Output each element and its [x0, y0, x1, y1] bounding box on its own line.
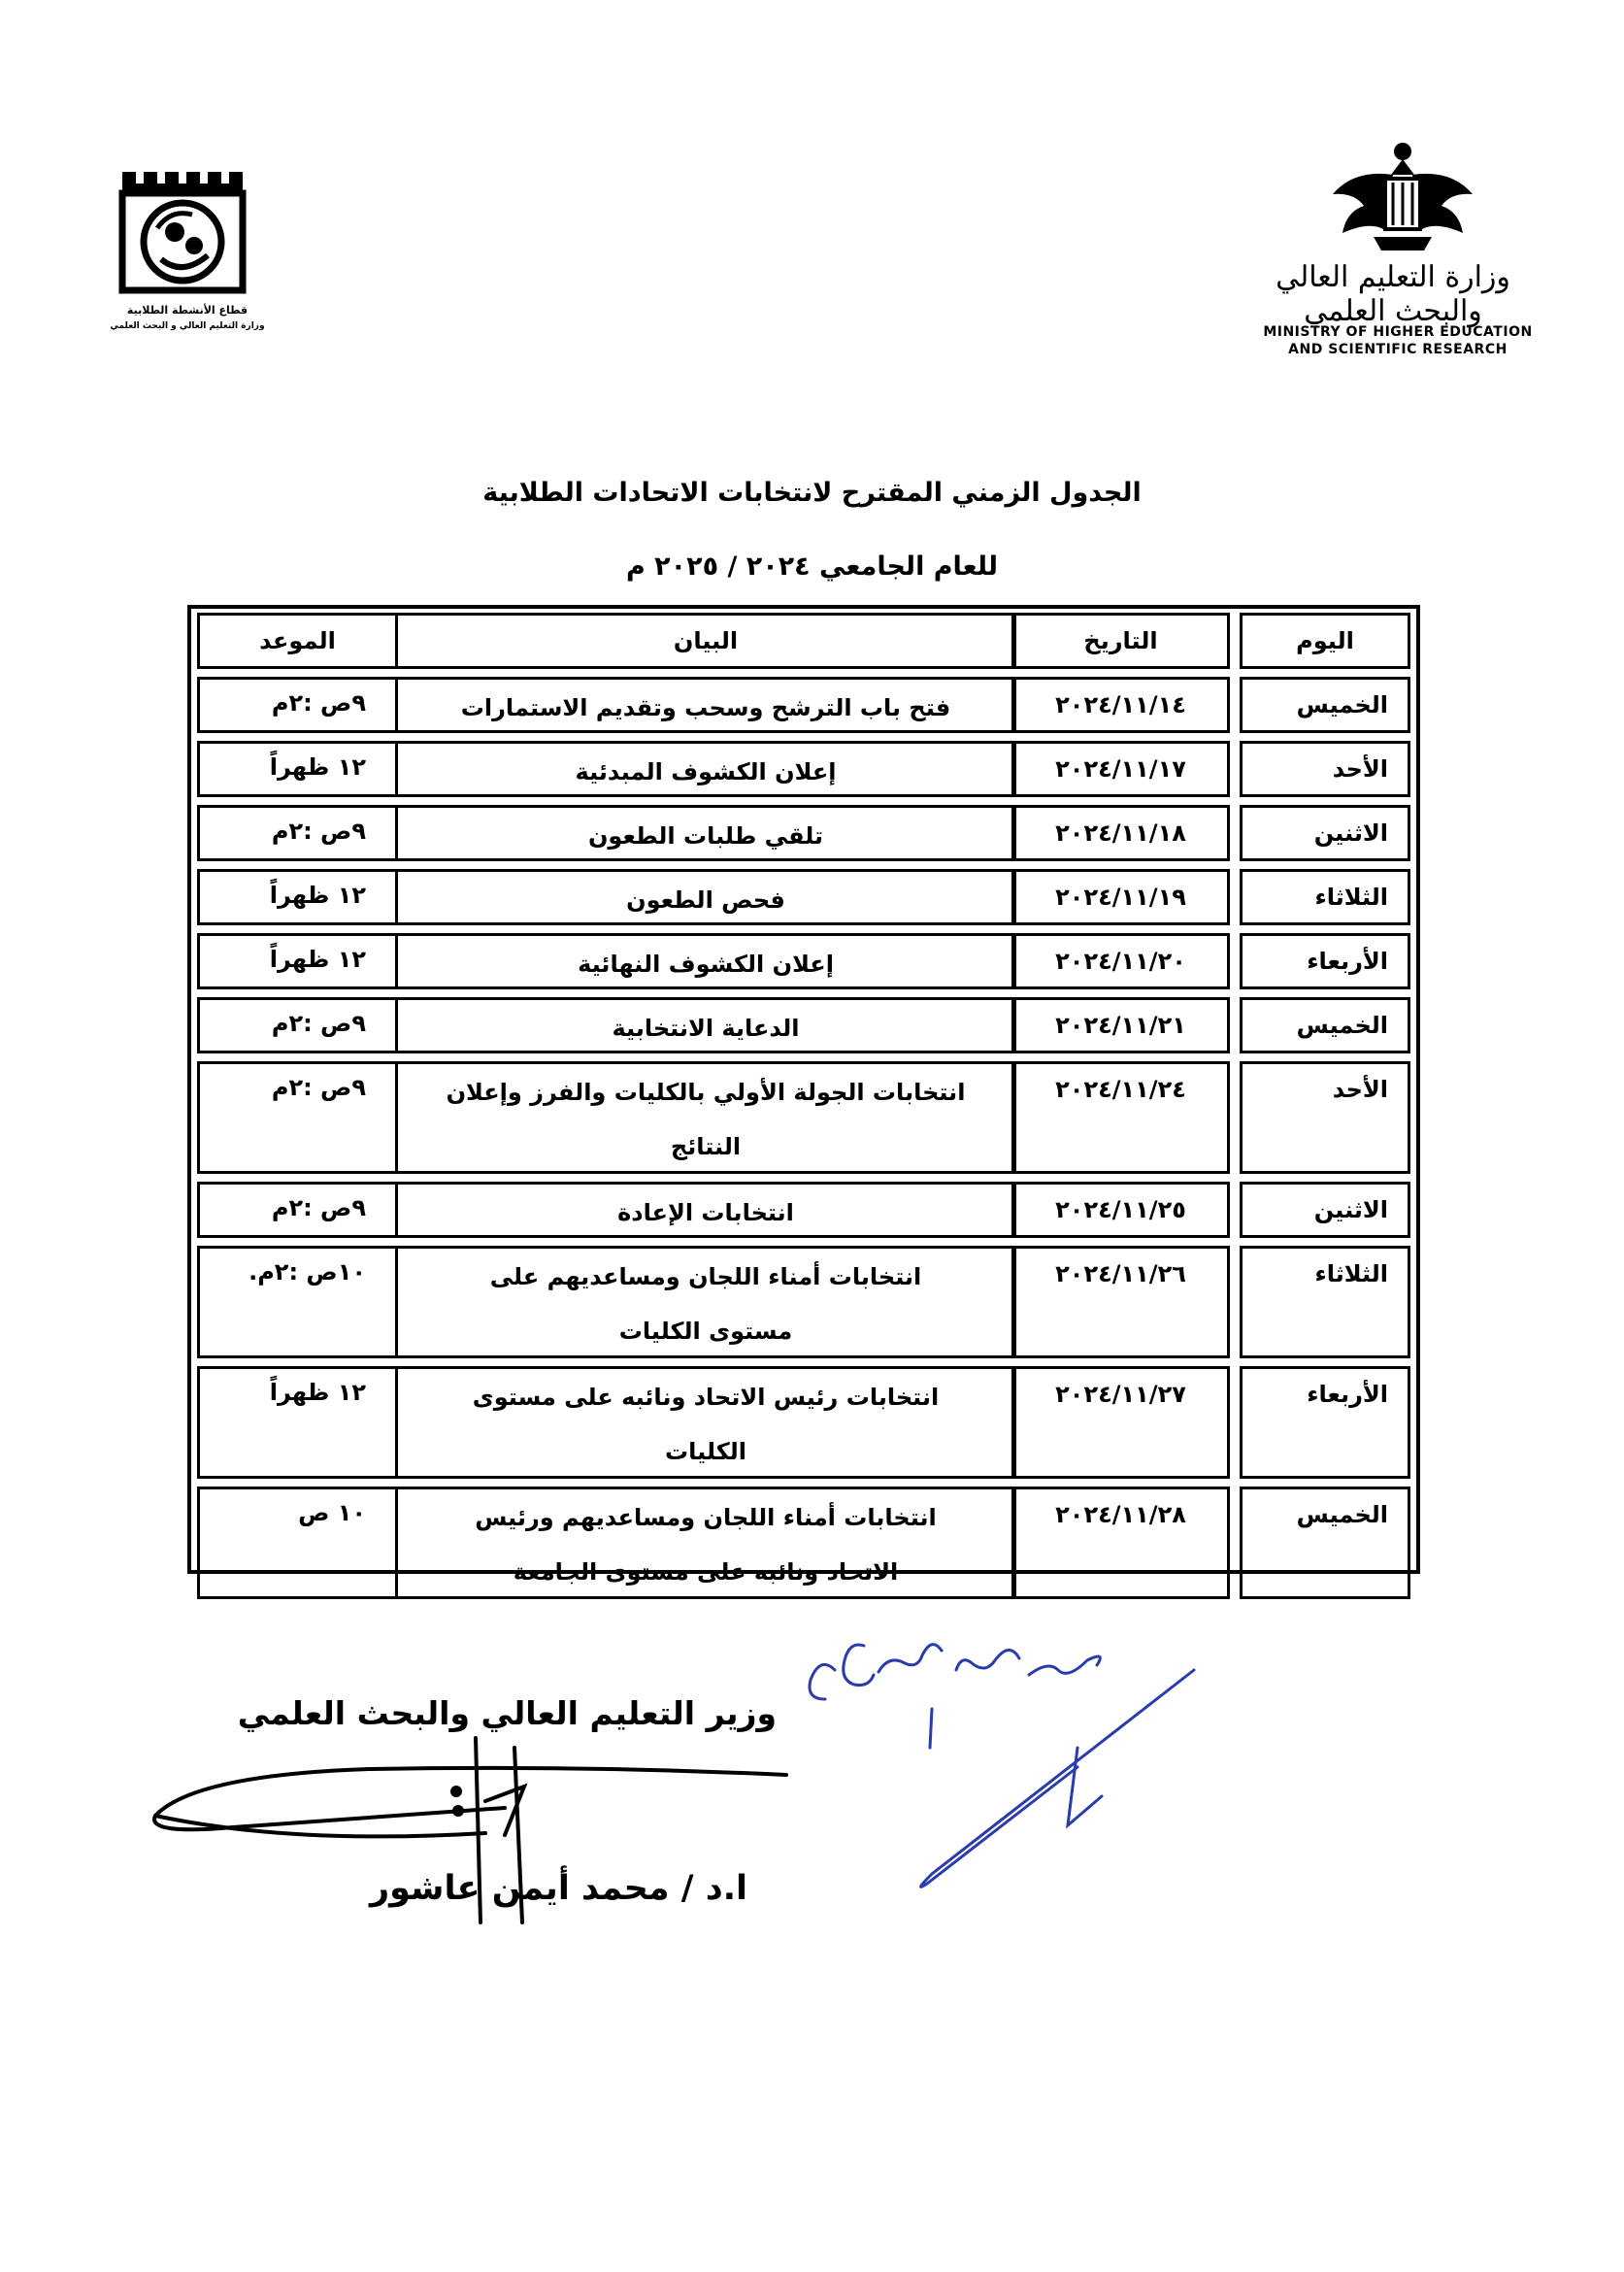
row-date: ٢٠٢٤/١١/٢٥ [1055, 1196, 1186, 1223]
signature-strokes [0, 1602, 1624, 1971]
header-description: البيان [673, 627, 739, 654]
row-day: الاثنين [1313, 819, 1388, 847]
description-cell [395, 933, 1016, 989]
table-row [191, 1061, 1416, 1174]
row-time: ٩ص :٢م [271, 1194, 366, 1221]
ministry-arabic-name: وزارة التعليم العالي والبحث العلمي [1276, 260, 1510, 328]
row-date: ٢٠٢٤/١١/٢٧ [1055, 1381, 1186, 1408]
date-cell [1011, 997, 1230, 1053]
date-cell [1011, 741, 1230, 797]
page-title: الجدول الزمني المقترح لانتخابات الاتحادات الطلابية [482, 478, 1142, 508]
table-row [191, 869, 1416, 925]
date-cell [1011, 677, 1230, 733]
row-day: الأحد [1332, 1076, 1388, 1103]
table-row [191, 1246, 1416, 1358]
description-cell [395, 1487, 1016, 1599]
time-cell [197, 1182, 398, 1238]
time-cell [197, 1061, 398, 1174]
row-day: الخميس [1296, 1012, 1388, 1039]
date-cell [1011, 1246, 1230, 1358]
row-description-line1: تلقي طلبات الطعون [587, 822, 824, 850]
date-cell [1011, 1487, 1230, 1599]
row-date: ٢٠٢٤/١١/١٩ [1055, 884, 1186, 911]
header-day-cell [1240, 613, 1410, 669]
table-row [191, 677, 1416, 733]
date-cell [1011, 933, 1230, 989]
day-cell [1240, 741, 1410, 797]
description-cell [395, 1182, 1016, 1238]
row-description-line1: إعلان الكشوف النهائية [578, 951, 834, 978]
eagle-emblem-icon [1257, 136, 1529, 257]
row-time: ٩ص :٢م [271, 1074, 366, 1101]
row-date: ٢٠٢٤/١١/١٨ [1055, 819, 1186, 847]
table-header-row [191, 613, 1416, 669]
row-date: ٢٠٢٤/١١/٢٦ [1055, 1260, 1186, 1287]
academic-year-subtitle: للعام الجامعي ٢٠٢٤ / ٢٠٢٥ م [625, 551, 999, 582]
time-cell [197, 1246, 398, 1358]
day-cell [1240, 869, 1410, 925]
row-time: ١٢ ظهراً [269, 946, 366, 973]
row-time: ١٢ ظهراً [269, 753, 366, 781]
row-day: الخميس [1296, 691, 1388, 718]
row-date: ٢٠٢٤/١١/١٧ [1055, 755, 1186, 783]
table-row [191, 1182, 1416, 1238]
row-description-line1: انتخابات أمناء اللجان ومساعديهم على [489, 1263, 922, 1290]
row-day: الأربعاء [1307, 948, 1388, 975]
row-description-line2: مستوى الكليات [618, 1318, 793, 1345]
day-cell [1240, 1182, 1410, 1238]
row-time: ٩ص :٢م [271, 1010, 366, 1037]
description-cell [395, 997, 1016, 1053]
day-cell [1240, 677, 1410, 733]
row-description-line1: فحص الطعون [626, 886, 785, 914]
day-cell [1240, 1246, 1410, 1358]
time-cell [197, 997, 398, 1053]
ministry-logo [1257, 136, 1533, 364]
table-row [191, 933, 1416, 989]
description-cell [395, 741, 1016, 797]
minister-title: وزير التعليم العالي والبحث العلمي [237, 1694, 777, 1732]
row-time: ١٢ ظهراً [269, 1379, 366, 1406]
castle-emblem-icon [115, 170, 260, 301]
row-date: ٢٠٢٤/١١/٢٤ [1055, 1076, 1186, 1103]
row-date: ٢٠٢٤/١١/٢١ [1055, 1012, 1186, 1039]
row-time: ٩ص :٢م [271, 689, 366, 717]
description-cell [395, 1246, 1016, 1358]
ministry-english-line2: AND SCIENTIFIC RESEARCH [1288, 342, 1508, 357]
row-day: الثلاثاء [1314, 884, 1388, 911]
day-cell [1240, 1061, 1410, 1174]
row-time: ١٠ ص [298, 1499, 366, 1526]
row-description-line2: الكليات [665, 1438, 746, 1465]
row-description-line2: الاتحاد ونائبه على مستوى الجامعة [513, 1558, 899, 1586]
time-cell [197, 805, 398, 861]
table-row [191, 1487, 1416, 1599]
day-cell [1240, 933, 1410, 989]
ministry-english-line1: MINISTRY OF HIGHER EDUCATION [1263, 324, 1533, 340]
row-day: الأربعاء [1307, 1381, 1388, 1408]
row-day: الاثنين [1313, 1196, 1388, 1223]
table-row [191, 1366, 1416, 1479]
time-cell [197, 741, 398, 797]
row-description-line1: انتخابات رئيس الاتحاد ونائبه على مستوى [472, 1384, 940, 1411]
minister-name: ا.د / محمد أيمن عاشور [369, 1869, 747, 1908]
table-row [191, 805, 1416, 861]
table-row [191, 997, 1416, 1053]
row-description-line1: فتح باب الترشح وسحب وتقديم الاستمارات [460, 694, 951, 721]
description-cell [395, 869, 1016, 925]
header-time-cell [197, 613, 398, 669]
description-cell [395, 677, 1016, 733]
day-cell [1240, 1366, 1410, 1479]
date-cell [1011, 1366, 1230, 1479]
row-description-line1: الدعاية الانتخابية [612, 1015, 800, 1042]
row-day: الثلاثاء [1314, 1260, 1388, 1287]
row-description-line1: انتخابات الجولة الأولي بالكليات والفرز وإعلان [446, 1079, 966, 1106]
row-description-line1: انتخابات الإعادة [617, 1199, 794, 1226]
row-description-line2: النتائج [670, 1133, 742, 1160]
description-cell [395, 1366, 1016, 1479]
table-row [191, 741, 1416, 797]
day-cell [1240, 805, 1410, 861]
description-cell [395, 805, 1016, 861]
day-cell [1240, 997, 1410, 1053]
row-day: الأحد [1332, 755, 1388, 783]
header-time: الموعد [259, 627, 336, 654]
row-date: ٢٠٢٤/١١/١٤ [1055, 691, 1186, 718]
schedule-table [187, 605, 1420, 1586]
header-date: التاريخ [1083, 627, 1158, 654]
row-description-line1: إعلان الكشوف المبدئية [575, 758, 837, 785]
time-cell [197, 677, 398, 733]
header-day: اليوم [1296, 627, 1354, 654]
row-description-line1: انتخابات أمناء اللجان ومساعديهم ورئيس [475, 1504, 937, 1531]
description-cell [395, 1061, 1016, 1174]
date-cell [1011, 1182, 1230, 1238]
time-cell [197, 1487, 398, 1599]
student-activities-logo [110, 170, 265, 335]
left-logo-caption: قطاع الأنشطة الطلابية [126, 304, 249, 317]
day-cell [1240, 1487, 1410, 1599]
handwritten-note-icon [810, 1645, 1194, 1888]
row-time: ١٠ص :٢م. [249, 1258, 366, 1286]
row-time: ٩ص :٢م [271, 818, 366, 845]
header-description-cell [395, 613, 1016, 669]
row-time: ١٢ ظهراً [269, 882, 366, 909]
left-logo-subcaption: وزارة التعليم العالي و البحث العلمي [110, 321, 265, 331]
date-cell [1011, 805, 1230, 861]
row-day: الخميس [1296, 1501, 1388, 1528]
date-cell [1011, 869, 1230, 925]
time-cell [197, 869, 398, 925]
date-cell [1011, 1061, 1230, 1174]
time-cell [197, 1366, 398, 1479]
header-date-cell [1011, 613, 1230, 669]
row-date: ٢٠٢٤/١١/٢٠ [1055, 948, 1186, 975]
time-cell [197, 933, 398, 989]
row-date: ٢٠٢٤/١١/٢٨ [1055, 1501, 1186, 1528]
